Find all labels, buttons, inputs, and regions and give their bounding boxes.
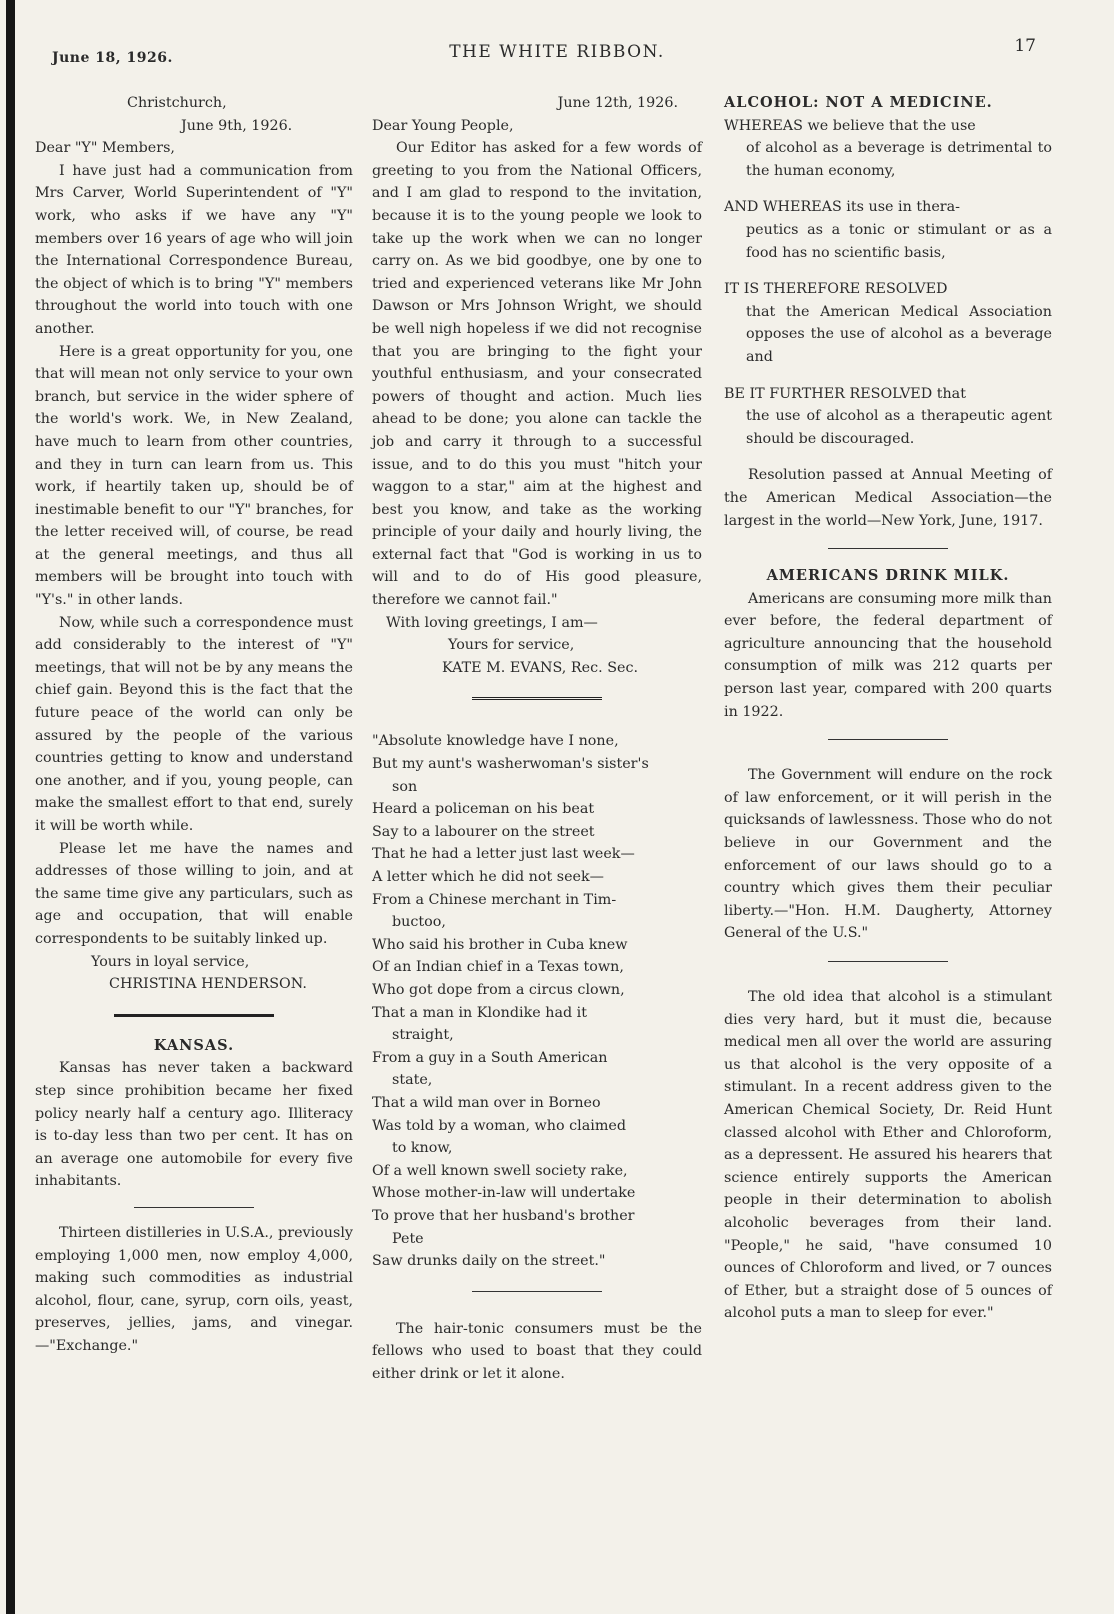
- page-header: [0, 36, 1114, 66]
- section-divider: [828, 961, 948, 962]
- alcohol-medicine-heading: ALCOHOL: NOT A MEDICINE.: [724, 94, 993, 111]
- poem-line: That a man in Klondike had it: [372, 1004, 587, 1021]
- publication-title: THE WHITE RIBBON.: [449, 42, 665, 62]
- letter1-closing: Yours in loyal service,: [91, 953, 250, 970]
- kansas-heading: KANSAS.: [153, 1036, 235, 1054]
- letter2-closing: With loving greetings, I am—: [386, 614, 598, 631]
- government-text: The Government will endure on the rock of law enforcement, or it will perish in the quicksands of lawlessness. Those who do not believe in our Government and the enforcement of our laws should go to a country which gives them their peculiar liberty.—"Hon. H.M. Daugherty, Attorney General of the U.S.": [724, 767, 1052, 942]
- poem-line: To prove that her husband's brother: [372, 1207, 635, 1224]
- letter2-signature: KATE M. EVANS, Rec. Sec.: [442, 659, 639, 676]
- resolution-clause-body: peutics as a tonic or stimulant or as a food has no scientific basis,: [746, 221, 1052, 261]
- poem-line: But my aunt's washerwoman's sister's: [372, 756, 649, 773]
- letter1-paragraph: I have just had a communication from Mrs Carver, World Superintendent of "Y" work, who asks if we have any "Y" members over 16 years of age who will join the International Correspondence Bureau, the object of which is to bring "Y" members throughout the world into touch with one another.: [35, 162, 353, 337]
- poem-line: That a wild man over in Borneo: [372, 1094, 601, 1111]
- letter1-signature: CHRISTINA HENDERSON.: [109, 976, 307, 993]
- poem-line: A letter which he did not seek—: [372, 869, 604, 885]
- column-left: [35, 92, 353, 1357]
- letter1-place: Christchurch,: [127, 95, 227, 111]
- letter1-date: June 9th, 1926.: [181, 117, 293, 134]
- poem-line: Was told by a woman, who claimed: [372, 1117, 626, 1134]
- section-divider: [828, 739, 948, 740]
- column-middle: [372, 92, 702, 1385]
- letter2-salutation: Dear Young People,: [372, 117, 514, 134]
- poem-line: son: [392, 778, 418, 795]
- poem-line: Whose mother-in-law will undertake: [372, 1185, 636, 1202]
- letter2-closing: Yours for service,: [448, 637, 575, 654]
- resolution-clause-body: that the American Medical Association opposes the use of alcohol as a beverage and: [746, 303, 1052, 365]
- letter1-paragraph: Please let me have the names and addresses of those willing to join, and at the same time give any particulars, such as age and occupation, that will enable correspondents to be suitably linked up.: [35, 840, 353, 947]
- poem-line: to know,: [392, 1140, 453, 1157]
- issue-date: June 18, 1926.: [52, 50, 173, 66]
- resolution-clause: IT IS THEREFORE RESOLVED: [724, 281, 948, 298]
- section-divider: [134, 1207, 254, 1208]
- old-idea-text: The old idea that alcohol is a stimulant dies very hard, but it must die, because medical men all over the world are assuring us that alcohol is the very opposite of a stimulant. In a recent address given to the American Chemical Society, Dr. Reid Hunt classed alcohol with Ether and Chloroform, as a depressent. He assured his hearers that science entirely supports the American people in their determination to abolish alcoholic beverages from their land. "People," he said, "have consumed 10 ounces of Chloroform and lived, or 7 ounces of Ether, but a straight dose of 5 ounces of alcohol puts a man to sleep for ever.": [724, 989, 1052, 1322]
- hairtonic-text: The hair-tonic consumers must be the fellows who used to boast that they could either drink or let it alone.: [372, 1320, 702, 1382]
- milk-text: Americans are consuming more milk than ever before, the federal department of agriculture announcing that the household consumption of milk was 212 quarts per person last year, compared with 200 quarts in 1922.: [724, 590, 1052, 720]
- poem-line: Who said his brother in Cuba knew: [372, 936, 628, 953]
- poem-line: Of a well known swell society rake,: [372, 1162, 628, 1179]
- letter2-paragraph: Our Editor has asked for a few words of greeting to you from the National Officers, and I am glad to respond to the invitation, because it is to the young people we look to take up the work when we can no longer carry on. As we bid goodbye, one by one to tried and experienced veterans like Mr John Dawson or Mrs Johnson Wright, we should be well nigh hopeless if we did not recognise that you are bringing to the fight your youthful enthusiasm, and your consecrated powers of thought and action. Much lies ahead to be done; you alone can tackle the job and carry it through to a successful issue, and to do this you must "hitch your waggon to a star," aim at the highest and best you know, and take as the working principle of your daily and hourly living, the external fact that "God is working in us to will and to do of His good pleasure, therefore we cannot fail.": [372, 140, 702, 609]
- page-binding-edge: [6, 0, 15, 1614]
- poem: [372, 730, 702, 1272]
- section-divider: [114, 1014, 274, 1017]
- resolution-clause-body: of alcohol as a beverage is detrimental to the human economy,: [746, 140, 1052, 179]
- letter1-salutation: Dear "Y" Members,: [35, 140, 175, 157]
- poem-line: Pete: [392, 1230, 424, 1247]
- section-divider: [828, 548, 948, 549]
- poem-line: "Absolute knowledge have I none,: [372, 733, 619, 750]
- column-right: [724, 92, 1052, 1325]
- poem-line: From a Chinese merchant in Tim-: [372, 891, 617, 908]
- poem-line: buctoo,: [392, 914, 446, 931]
- letter1-paragraph: Here is a great opportunity for you, one that will mean not only service to your own branch, but service in the wider sphere of the world's work. We, in New Zealand, have much to learn from other countries, and they in turn can learn from us. This work, if heartily taken up, should be of inestimable benefit to our "Y" branches, for the letter received will, of course, be read at the general meetings, and thus all members will be brought into touch with "Y's." in other lands.: [35, 343, 353, 609]
- resolution-clause: WHEREAS we believe that the use: [724, 117, 976, 134]
- distilleries-text: Thirteen distilleries in U.S.A., previously employing 1,000 men, now employ 4,000, making such commodities as industrial alcohol, flour, cane, syrup, corn oils, yeast, preserves, jellies, jams, and vinegar.—"Exchange.": [35, 1224, 353, 1354]
- section-divider: [472, 697, 602, 700]
- resolution-clause-body: the use of alcohol as a therapeutic agent should be discouraged.: [746, 408, 1052, 447]
- poem-line: state,: [392, 1072, 433, 1089]
- resolution-note: Resolution passed at Annual Meeting of the American Medical Association—the largest in the world—New York, June, 1917.: [724, 467, 1052, 529]
- section-divider: [472, 1291, 602, 1292]
- resolution-clause: BE IT FURTHER RESOLVED that: [724, 385, 966, 402]
- poem-line: From a guy in a South American: [372, 1049, 608, 1066]
- resolution-clause: AND WHEREAS its use in thera-: [724, 199, 960, 216]
- poem-line: straight,: [392, 1027, 454, 1044]
- poem-line: Say to a labourer on the street: [372, 823, 595, 840]
- poem-line: Who got dope from a circus clown,: [372, 981, 625, 998]
- poem-line: Of an Indian chief in a Texas town,: [372, 959, 624, 976]
- kansas-text: Kansas has never taken a backward step since prohibition became her fixed policy nearly half a century ago. Illiteracy is to-day less than two per cent. It has on an average one automobile for every five inhabitants.: [35, 1060, 353, 1190]
- letter1-paragraph: Now, while such a correspondence must add considerably to the interest of "Y" meetings, that will not be by any means the chief gain. Beyond this is the fact that the future peace of the world can only be assured by the people of the various countries getting to know and understand one another, and if you, young people, can make the smallest effort to that end, surely it will be worth while.: [35, 614, 353, 834]
- poem-line: Saw drunks daily on the street.": [372, 1253, 606, 1270]
- poem-line: That he had a letter just last week—: [372, 846, 635, 863]
- milk-heading: AMERICANS DRINK MILK.: [766, 567, 1010, 585]
- poem-line: Heard a policeman on his beat: [372, 801, 595, 818]
- letter2-date: June 12th, 1926.: [557, 95, 678, 111]
- page-number: 17: [1014, 36, 1036, 56]
